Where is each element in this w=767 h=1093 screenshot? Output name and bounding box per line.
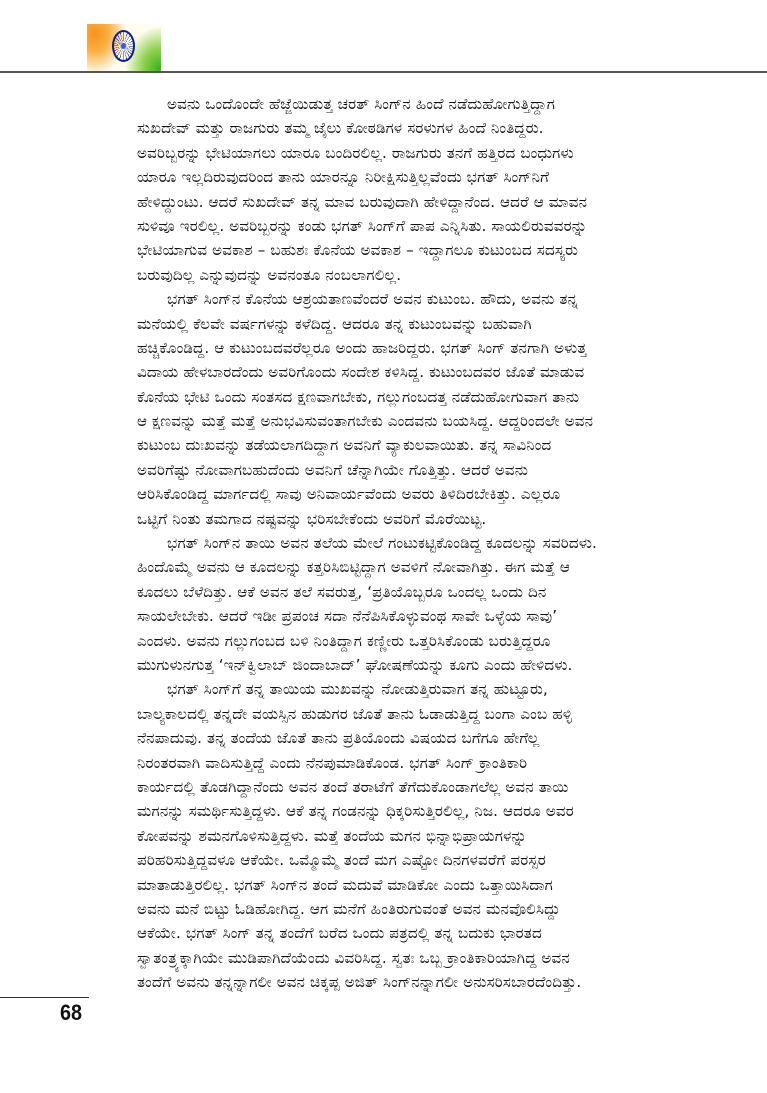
text-line: ಸ್ವಾತಂತ್ರ್ಯಕ್ಕಾಗಿಯೇ ಮುಡಿಪಾಗಿದೆಯೆಂದು ವಿವರಿಸಿದ್ದ. ಸ್ವತಃ ಒಬ್ಬ ಕ್ರಾಂತಿಕಾರಿಯಾಗಿದ್ದ ಅವನ	[137, 948, 570, 967]
text-line: ಮಾತಾಡುತ್ತಿರಲಿಲ್ಲ. ಭಗತ್ ಸಿಂಗ್‌ನ ತಂದೆ ಮದುವೆ ಮಾಡಿಕೋ ಎಂದು ಒತ್ತಾಯಿಸಿದಾಗ	[137, 875, 553, 894]
text-line: ಮಗನನ್ನು ಸಮರ್ಥಿಸುತ್ತಿದ್ದಳು. ಆಕೆ ತನ್ನ ಗಂಡನನ್ನು ಧಿಕ್ಕರಿಸುತ್ತಿರಲಿಲ್ಲ, ನಿಜ. ಆದರೂ ಅವರ	[137, 802, 574, 821]
text-line: ಸುಳಿವೂ ಇರಲಿಲ್ಲ. ಅವರಿಬ್ಬರನ್ನು ಕಂಡು ಭಗತ್ ಸಿಂಗ್‌ಗೆ ಪಾಪ ಎನ್ನಿಸಿತು. ಸಾಯಲಿರುವವರನ್ನು	[137, 216, 588, 235]
text-line: ಸುಖದೇವ್ ಮತ್ತು ರಾಜಗುರು ತಮ್ಮ ಜೈಲು ಕೋಠಡಿಗಳ ಸರಳುಗಳ ಹಿಂದೆ ನಿಂತಿದ್ದರು.	[137, 119, 544, 138]
text-line: ಪರಿಹರಿಸುತ್ತಿದ್ದವಳೂ ಆಕೆಯೇ. ಒಮ್ಮೊಮ್ಮೆ ತಂದೆ ಮಗ ಎಷ್ಟೋ ದಿನಗಳವರೆಗೆ ಪರಸ್ಪರ	[137, 851, 546, 870]
text-line: ಕುಟುಂಬ ದುಃಖವನ್ನು ತಡೆಯಲಾಗದಿದ್ದಾಗ ಅವನಿಗೆ ವ್ಯಾಕುಲವಾಯಿತು. ತನ್ನ ಸಾವಿನಿಂದ	[137, 436, 552, 455]
text-line: ಅವರಿಬ್ಬರನ್ನು ಭೇಟಿಯಾಗಲು ಯಾರೂ ಬಂದಿರಲಿಲ್ಲ. ರಾಜಗುರು ತನಗೆ ಹತ್ತಿರದ ಬಂಧುಗಳು	[137, 143, 574, 162]
text-line: ಮುಗುಳುನಗುತ್ತ ‘ಇನ್‌ಕ್ವಿಲಾಬ್ ಜಿಂದಾಬಾದ್’ ಘೋಷಣೆಯನ್ನು ಕೂಗು ಎಂದು ಹೇಳಿದಳು.	[137, 655, 573, 674]
text-line: ಕಾರ್ಯದಲ್ಲಿ ತೊಡಗಿದ್ದಾನೆಂದು ಅವನ ತಂದೆ ತರಾಟೆಗೆ ತೆಗೆದುಕೊಂಡಾಗಲೆಲ್ಲ ಅವನ ತಾಯಿ	[137, 777, 569, 796]
text-line: ಮನೆಯಲ್ಲಿ ಕೆಲವೇ ವರ್ಷಗಳನ್ನು ಕಳೆದಿದ್ದ. ಆದರೂ ತನ್ನ ಕುಟುಂಬವನ್ನು ಬಹುವಾಗಿ	[137, 314, 532, 333]
paragraph	[137, 287, 697, 531]
text-line: ನೆನಪಾದುವು. ತನ್ನ ತಂದೆಯ ಜೊತೆ ತಾನು ಪ್ರತಿಯೊಂದು ವಿಷಯದ ಬಗೆಗೂ ಹೇಗೆಲ್ಲ	[137, 729, 540, 748]
indian-flag-logo	[87, 24, 161, 72]
paragraph	[137, 531, 697, 677]
text-line: ಸಾಯಲೇಬೇಕು. ಆದರೆ ಇಡೀ ಪ್ರಪಂಚ ಸದಾ ನೆನೆಪಿಸಿಕೊಳ್ಳುವಂಥ ಸಾವೇ ಒಳ್ಳೆಯ ಸಾವು’	[137, 607, 558, 626]
text-line: ಅವನು ಮನೆ ಬಿಟ್ಟು ಓಡಿಹೋಗಿದ್ದ. ಆಗ ಮನೆಗೆ ಹಿಂತಿರುಗುವಂತೆ ಅವನ ಮನವೊಲಿಸಿದ್ದು	[137, 899, 561, 918]
text-line: ವಿದಾಯ ಹೇಳಬಾರದೆಂದು ಅವರಿಗೊಂದು ಸಂದೇಶ ಕಳಿಸಿದ್ದ. ಕುಟುಂಬದವರ ಜೊತೆ ಮಾಡುವ	[137, 363, 585, 382]
text-line: ಆಕೆಯೇ. ಭಗತ್ ಸಿಂಗ್ ತನ್ನ ತಂದೆಗೆ ಬರೆದ ಒಂದು ಪತ್ರದಲ್ಲಿ ತನ್ನ ಬದುಕು ಭಾರತದ	[137, 924, 542, 943]
paragraph	[137, 677, 697, 994]
text-line: ಹಚ್ಚಿಕೊಂಡಿದ್ದ. ಆ ಕುಟುಂಬದವರೆಲ್ಲರೂ ಅಂದು ಹಾಜರಿದ್ದರು. ಭಗತ್ ಸಿಂಗ್ ತನಗಾಗಿ ಅಳುತ್ತ	[137, 338, 587, 357]
footer-divider	[0, 997, 89, 998]
text-line: ಬರುವುದಿಲ್ಲ ಎನ್ನುವುದನ್ನು ಅವನಂತೂ ನಂಬಲಾಗಲಿಲ್ಲ.	[137, 265, 402, 284]
text-line: ಕೊನೆಯ ಭೇಟಿ ಒಂದು ಸಂತಸದ ಕ್ಷಣವಾಗಬೇಕು, ಗಲ್ಲುಗಂಬದತ್ತ ನಡೆದುಹೋಗುವಾಗ ತಾನು	[137, 387, 580, 406]
text-line: ಅವರಿಗೆಷ್ಟು ನೋವಾಗಬಹುದೆಂದು ಅವನಿಗೆ ಚೆನ್ನಾಗಿಯೇ ಗೊತ್ತಿತ್ತು. ಆದರೆ ಅವನು	[137, 460, 529, 479]
text-line: ನಿರಂತರವಾಗಿ ವಾದಿಸುತ್ತಿದ್ದೆ ಎಂದು ನೆನಪುಮಾಡಿಕೊಂಡ. ಭಗತ್ ಸಿಂಗ್ ಕ್ರಾಂತಿಕಾರಿ	[137, 753, 528, 772]
body-text	[137, 92, 697, 994]
text-line: ಆರಿಸಿಕೊಂಡಿದ್ದ ಮಾರ್ಗದಲ್ಲಿ ಸಾವು ಅನಿವಾರ್ಯವೆಂದು ಅವರು ತಿಳಿದಿರಬೇಕಿತ್ತು. ಎಲ್ಲರೂ	[137, 485, 561, 504]
text-line: ಹೇಳಿದ್ದುಂಟು. ಆದರೆ ಸುಖದೇವ್ ತನ್ನ ಮಾವ ಬರುವುದಾಗಿ ಹೇಳಿದ್ದಾನೆಂದ. ಆದರೆ ಆ ಮಾವನ	[137, 192, 588, 211]
ashoka-chakra-icon	[112, 30, 135, 62]
text-line: ಭಗತ್ ಸಿಂಗ್‌ಗೆ ತನ್ನ ತಾಯಿಯ ಮುಖವನ್ನು ನೋಡುತ್ತಿರುವಾಗ ತನ್ನ ಹುಟ್ಟೂರು,	[167, 680, 548, 699]
text-line: ಕೋಪವನ್ನು ಶಮನಗೊಳಿಸುತ್ತಿದ್ದಳು. ಮತ್ತೆ ತಂದೆಯ ಮಗನ ಭಿನ್ನಾಭಿಪ್ರಾಯಗಳನ್ನು	[137, 826, 527, 845]
header-divider	[0, 71, 767, 73]
text-line: ಆ ಕ್ಷಣವನ್ನು ಮತ್ತೆ ಮತ್ತೆ ಅನುಭವಿಸುವಂತಾಗಬೇಕು ಎಂದವನು ಬಯಸಿದ್ದ. ಆದ್ದರಿಂದಲೇ ಅವನ	[137, 412, 594, 431]
page-number: 68	[60, 1000, 83, 1025]
paragraph	[137, 92, 697, 287]
text-line: ಒಟ್ಟಿಗೆ ನಿಂತು ತಮಗಾದ ನಷ್ಟವನ್ನು ಭರಿಸಬೇಕೆಂದು ಅವರಿಗೆ ಮೊರೆಯಿಟ್ಟ.	[137, 509, 487, 528]
text-line: ಭಗತ್ ಸಿಂಗ್‌ನ ತಾಯಿ ಅವನ ತಲೆಯ ಮೇಲೆ ಗಂಟುಕಟ್ಟಿಕೊಂಡಿದ್ದ ಕೂದಲನ್ನು ಸವರಿದಳು.	[167, 534, 597, 553]
text-line: ಭಗತ್ ಸಿಂಗ್‌ನ ಕೊನೆಯ ಆಶ್ರಯತಾಣವೆಂದರೆ ಅವನ ಕುಟುಂಬ. ಹೌದು, ಅವನು ತನ್ನ	[167, 290, 579, 309]
text-line: ಭೇಟಿಯಾಗುವ ಅವಕಾಶ – ಬಹುಶಃ ಕೊನೆಯ ಅವಕಾಶ – ಇದ್ದಾಗಲೂ ಕುಟುಂಬದ ಸದಸ್ಯರು	[137, 241, 579, 260]
text-line: ಎಂದಳು. ಅವನು ಗಲ್ಲುಗಂಬದ ಬಳಿ ನಿಂತಿದ್ದಾಗ ಕಣ್ಣೀರು ಒತ್ತರಿಸಿಕೊಂಡು ಬರುತ್ತಿದ್ದರೂ	[137, 631, 551, 650]
text-line: ತಂದೆಗೆ ಅವನು ತನ್ನನ್ನಾಗಲೀ ಅವನ ಚಿಕ್ಕಪ್ಪ ಅಜಿತ್ ಸಿಂಗ್‌ನನ್ನಾಗಲೀ ಅನುಸರಿಸಬಾರದೆಂದಿತ್ತು.	[137, 973, 582, 992]
text-line: ಬಾಲ್ಯಕಾಲದಲ್ಲಿ ತನ್ನದೇ ವಯಸ್ಸಿನ ಹುಡುಗರ ಜೊತೆ ತಾನು ಓಡಾಡುತ್ತಿದ್ದ ಬಂಗಾ ಎಂಬ ಹಳ್ಳಿ	[137, 704, 573, 723]
text-line: ಯಾರೂ ಇಲ್ಲದಿರುವುದರಿಂದ ತಾನು ಯಾರನ್ನೂ ನಿರೀಕ್ಷಿಸುತ್ತಿಲ್ಲವೆಂದು ಭಗತ್ ಸಿಂಗ್‌ನಿಗೆ	[137, 168, 550, 187]
text-line: ಕೂದಲು ಬೆಳೆದಿತ್ತು. ಆಕೆ ಅವನ ತಲೆ ಸವರುತ್ತ, ‘ಪ್ರತಿಯೊಬ್ಬರೂ ಒಂದಲ್ಲ ಒಂದು ದಿನ	[137, 582, 547, 601]
text-line: ಅವನು ಒಂದೊಂದೇ ಹೆಜ್ಜೆಯಿಡುತ್ತ ಚರತ್ ಸಿಂಗ್‌ನ ಹಿಂದೆ ನಡೆದುಹೋಗುತ್ತಿದ್ದಾಗ	[167, 95, 556, 113]
text-line: ಹಿಂದೊಮ್ಮೆ ಅವನು ಆ ಕೂದಲನ್ನು ಕತ್ತರಿಸಿಬಿಟ್ಟಿದ್ದಾಗ ಅವಳಿಗೆ ನೋವಾಗಿತ್ತು. ಈಗ ಮತ್ತೆ ಆ	[137, 558, 571, 577]
